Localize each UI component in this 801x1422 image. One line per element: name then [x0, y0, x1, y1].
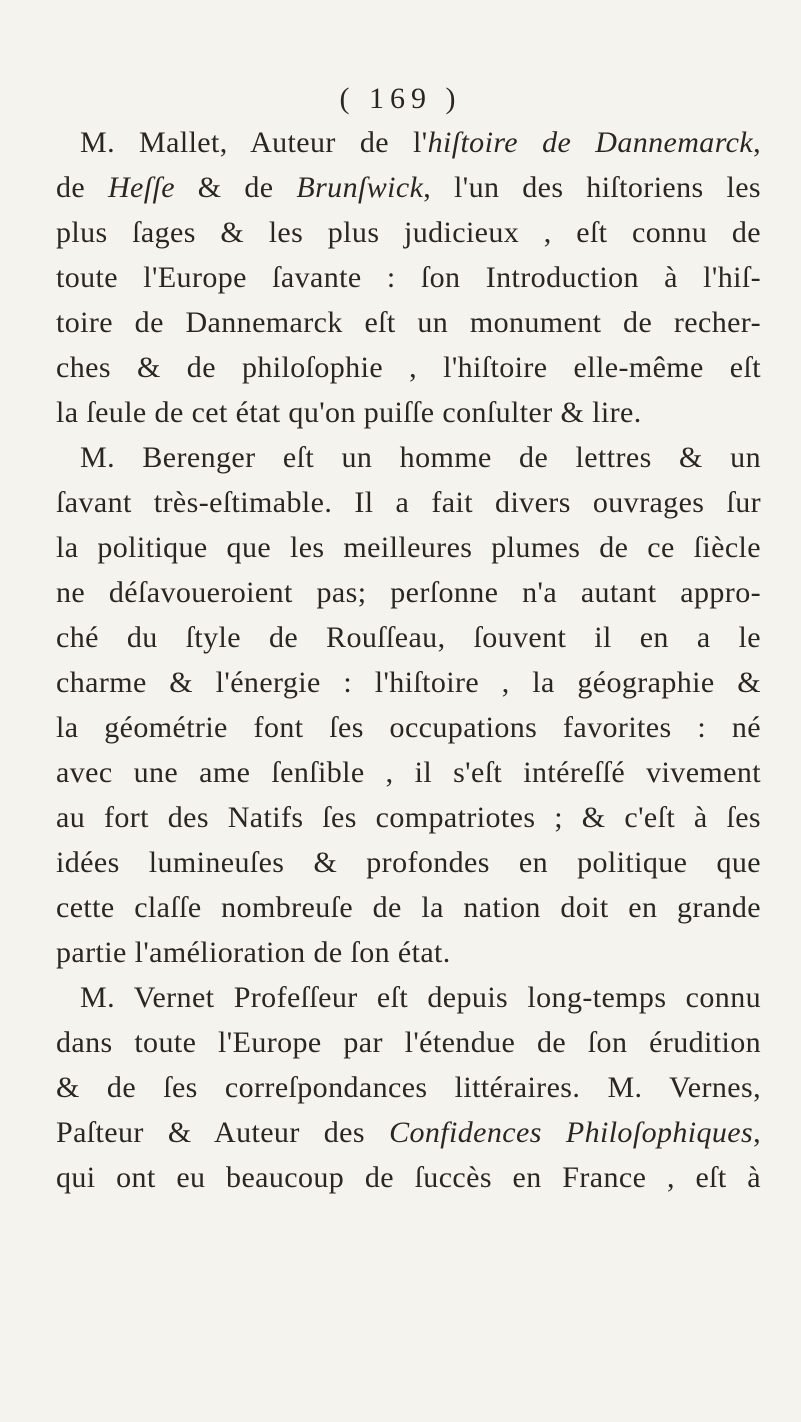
text-run: & de ſes correſpondances littéraires. M. Vernes,	[56, 1071, 761, 1104]
text-run: dans toute l'Europe par l'étendue de ſon érudition	[56, 1026, 761, 1059]
text-run: idées lumineuſes & profondes en politique que	[56, 846, 761, 879]
text-line	[56, 660, 761, 705]
text-run: Paſteur & Auteur des	[56, 1116, 390, 1149]
text-line	[56, 345, 761, 390]
text-run: ches & de philoſophie , l'hiſtoire elle-même eſt	[56, 351, 761, 384]
text-run: la ſeule de cet état qu'on puiſſe conſulter & lire.	[56, 396, 642, 429]
body-text	[56, 120, 761, 1200]
text-line	[56, 435, 761, 480]
text-run: toire de Dannemarck eſt un monument de recher-	[56, 306, 761, 339]
text-run: de	[56, 171, 108, 204]
text-run: M. Berenger eſt un homme de lettres & un	[80, 441, 761, 474]
text-line	[56, 795, 761, 840]
text-run: toute l'Europe ſavante : ſon Introduction à l'hiſ-	[56, 261, 761, 294]
text-run: plus ſages & les plus judicieux , eſt connu de	[56, 216, 761, 249]
text-run: ne déſavoueroient pas; perſonne n'a autant appro-	[56, 576, 761, 609]
text-run: ché du ſtyle de Rouſſeau, ſouvent il en a le	[56, 621, 761, 654]
text-run: au fort des Natifs ſes compatriotes ; & c'eſt à ſes	[56, 801, 761, 834]
text-line	[56, 930, 761, 975]
italic-text: Heſſe	[107, 171, 175, 204]
text-line	[56, 840, 761, 885]
text-run: partie l'amélioration de ſon état.	[56, 936, 451, 969]
text-line	[56, 390, 761, 435]
text-run: M. Vernet Profeſſeur eſt depuis long-temps connu	[80, 981, 761, 1014]
text-line	[56, 885, 761, 930]
text-line	[56, 975, 761, 1020]
text-line	[56, 255, 761, 300]
italic-text: hiſtoire de Dannemarck	[427, 126, 754, 159]
text-run: la politique que les meilleures plumes de ce ſiècle	[56, 531, 761, 564]
text-line	[56, 615, 761, 660]
page-number: ( 169 )	[339, 82, 462, 115]
text-line	[56, 210, 761, 255]
text-run: la géométrie font ſes occupations favorites : né	[56, 711, 761, 744]
text-run: M. Mallet, Auteur de l'	[80, 126, 428, 159]
text-line	[56, 570, 761, 615]
text-line	[56, 480, 761, 525]
text-run: cette claſſe nombreuſe de la nation doit en grande	[56, 891, 761, 924]
text-run: & de	[174, 171, 297, 204]
text-line	[56, 525, 761, 570]
text-run: charme & l'énergie : l'hiſtoire , la géographie &	[56, 666, 761, 699]
text-line	[56, 750, 761, 795]
text-line	[56, 1110, 761, 1155]
text-run: ſavant très-eſtimable. Il a fait divers ouvrages ſur	[56, 486, 761, 519]
text-run: ,	[753, 1116, 761, 1149]
italic-text: Confidences Philoſophiques	[389, 1116, 754, 1149]
text-run: qui ont eu beaucoup de ſuccès en France , eſt à	[56, 1161, 761, 1194]
text-line	[56, 1020, 761, 1065]
text-line	[56, 120, 761, 165]
text-run: ,	[753, 126, 761, 159]
italic-text: Brunſwick	[296, 171, 424, 204]
text-line	[56, 1155, 761, 1200]
text-run: avec une ame ſenſible , il s'eſt intéreſſé vivement	[56, 756, 761, 789]
text-line	[56, 1065, 761, 1110]
text-line	[56, 705, 761, 750]
text-line	[56, 300, 761, 345]
text-line	[56, 165, 761, 210]
text-run: , l'un des hiſtoriens les	[423, 171, 761, 204]
